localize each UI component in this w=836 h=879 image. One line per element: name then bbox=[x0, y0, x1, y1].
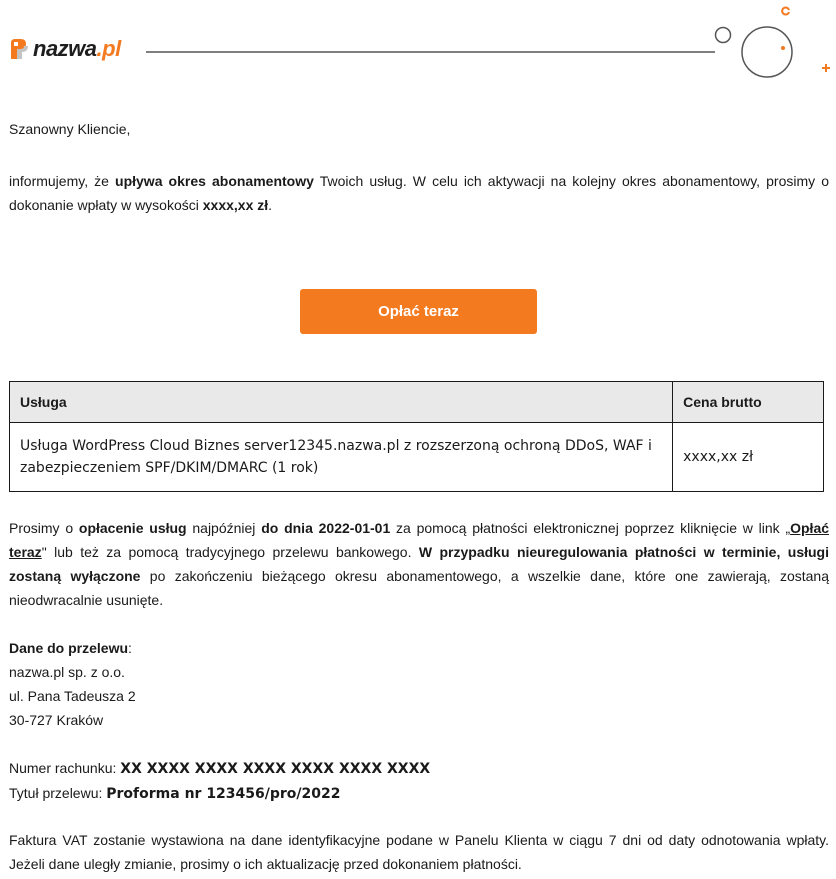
service-shutdown-warning: W przypadku nieuregulowania płatności w terminie, usługi zostaną wyłączone bbox=[9, 544, 829, 584]
transfer-title: Proforma nr 123456/pro/2022 bbox=[106, 786, 341, 802]
services-table bbox=[9, 381, 824, 492]
intro-paragraph: informujemy, że upływa okres abonamentowy Twoich usług. W celu ich aktywacji na kolejny okres abonamentowy, prosimy o dokonanie wpłaty w wysokości xxxx,xx zł. bbox=[9, 173, 829, 213]
column-header-price: Cena brutto bbox=[673, 382, 824, 423]
amount-due: xxxx,xx zł bbox=[202, 197, 269, 213]
logo-tld: .pl bbox=[96, 36, 121, 61]
logo-brand: nazwa bbox=[33, 36, 97, 61]
payment-deadline: do dnia 2022-01-01 bbox=[261, 520, 391, 536]
email-header bbox=[0, 0, 836, 95]
table-row bbox=[10, 423, 824, 492]
invoice-note: Faktura VAT zostanie wystawiona na dane identyfikacyjne podane w Panelu Klienta w ciągu 7 dni od daty odnotowania wpłaty. Jeżeli dane uległy zmianie, prosimy o ich aktualizację przed dokonaniem płatności. bbox=[9, 832, 829, 872]
account-number: XX XXXX XXXX XXXX XXXX XXXX XXXX bbox=[120, 761, 431, 777]
column-header-service: Usługa bbox=[10, 382, 673, 423]
subscription-expiry-notice: upływa okres abonamentowy bbox=[115, 173, 314, 189]
company-city: 30-727 Kraków bbox=[9, 712, 104, 728]
pay-now-button[interactable]: Opłać teraz bbox=[300, 289, 537, 334]
pay-now-link[interactable]: Opłać teraz bbox=[9, 520, 830, 560]
account-details: Numer rachunku: XX XXXX XXXX XXXX XXXX XXXX XXXX Tytuł przelewu: Proforma nr 123456/pro/2022 bbox=[9, 760, 431, 802]
company-street: ul. Pana Tadeusza 2 bbox=[9, 688, 136, 704]
greeting: Szanowny Kliencie, bbox=[9, 121, 131, 137]
transfer-details: Dane do przelewu: nazwa.pl sp. z o.o. ul. Pana Tadeusza 2 30-727 Kraków bbox=[9, 636, 829, 732]
price-cell: xxxx,xx zł bbox=[673, 423, 824, 492]
header-decoration bbox=[0, 0, 836, 95]
service-cell: Usługa WordPress Cloud Biznes server12345.nazwa.pl z rozszerzoną ochroną DDoS, WAF i zabezpieczeniem SPF/DKIM/DMARC (1 rok) bbox=[10, 423, 673, 492]
payment-note: Prosimy o opłacenie usług najpóźniej do dnia 2022-01-01 za pomocą płatności elektronicznej poprzez kliknięcie w link „Opłać teraz" lub też za pomocą tradycyjnego przelewu bankowego. W przypadku nieuregulowania płatności w terminie, usługi zostaną wyłączone po zakończeniu bieżącego okresu abonamentowego, a wszelkie dane, które one zawierają, zostaną nieodwracalnie usunięte. bbox=[9, 520, 830, 608]
transfer-details-label: Dane do przelewu bbox=[9, 640, 129, 656]
company-name: nazwa.pl sp. z o.o. bbox=[9, 664, 125, 680]
table-header-row bbox=[10, 382, 824, 423]
